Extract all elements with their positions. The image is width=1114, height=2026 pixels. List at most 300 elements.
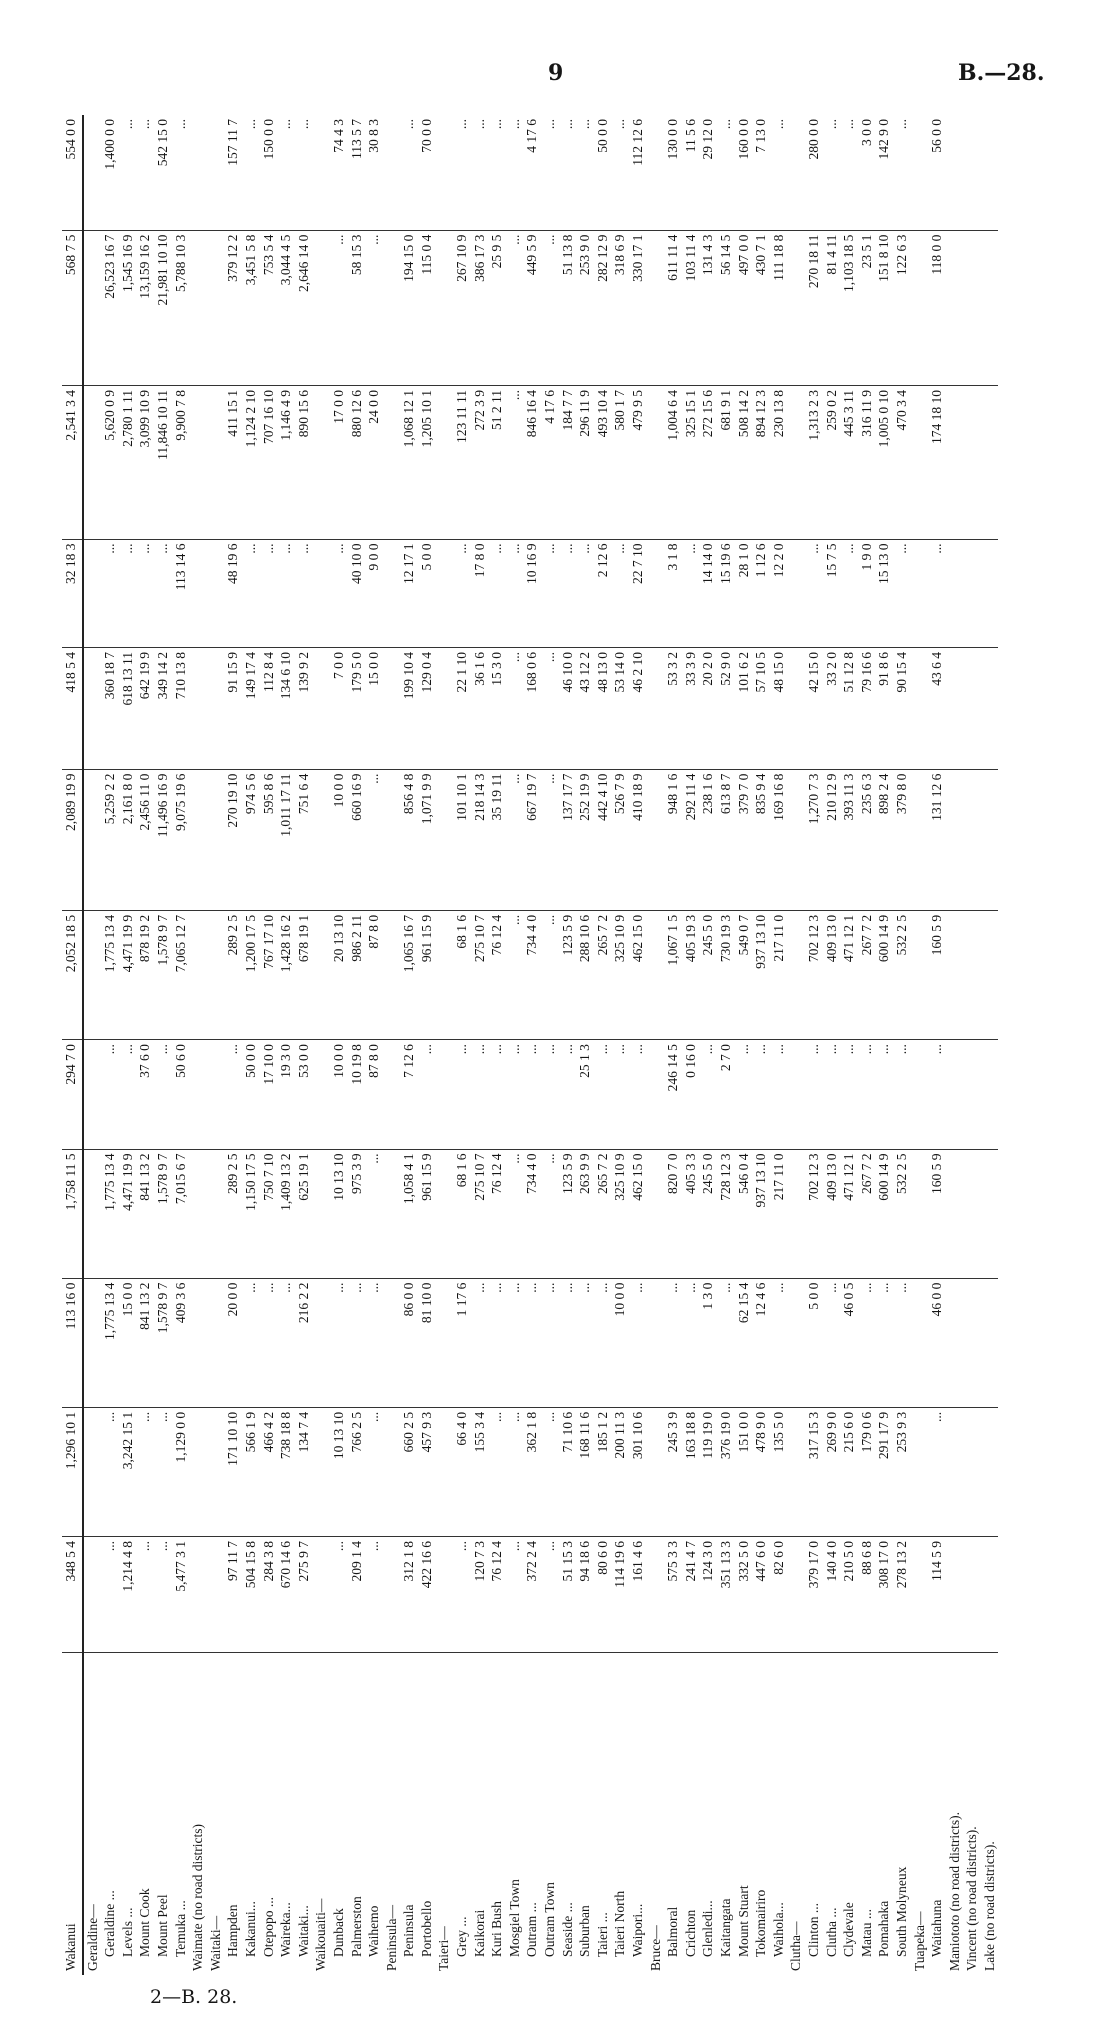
amount-cell (946, 647, 964, 769)
amount-cell: 56 14 5 (717, 230, 735, 385)
amount-cell: ... (453, 115, 471, 230)
amount-cell: ... (101, 1040, 119, 1149)
amount-cell: 131 12 6 (928, 769, 946, 910)
amount-cell: 48 19 6 (224, 539, 242, 647)
amount-cell: ... (348, 1278, 366, 1407)
amount-cell: 33 3 9 (682, 647, 700, 769)
amount-cell: ... (453, 1040, 471, 1149)
amount-cell: 471 12 1 (840, 1149, 858, 1278)
amount-cell: ... (295, 539, 313, 647)
table-row (858, 115, 876, 1975)
amount-cell: 168 11 6 (576, 1407, 594, 1536)
district-name: Seaside ... (559, 1902, 575, 1957)
amount-cell (189, 1149, 207, 1278)
amount-cell (83, 386, 102, 539)
amount-cell (207, 230, 225, 385)
amount-cell: 296 11 9 (576, 386, 594, 539)
amount-cell: 312 1 8 (400, 1536, 418, 1652)
amount-cell: 169 16 8 (770, 769, 788, 910)
amount-cell: 25 9 5 (488, 230, 506, 385)
table-row (523, 115, 541, 1975)
table-row (119, 115, 137, 1975)
amount-cell (383, 769, 401, 910)
amount-cell: 738 18 8 (277, 1407, 295, 1536)
amount-cell: 3,242 15 1 (119, 1407, 137, 1536)
amount-cell: ... (840, 539, 858, 647)
amount-cell: 23 5 1 (858, 230, 876, 385)
page-number: 9 (548, 60, 564, 86)
amount-cell: 37 6 0 (136, 1040, 154, 1149)
amount-cell: 318 6 9 (611, 230, 629, 385)
amount-cell: 115 0 4 (418, 230, 436, 385)
table-row (647, 115, 665, 1975)
amount-cell: 961 15 9 (418, 1149, 436, 1278)
table-row (928, 115, 946, 1975)
amount-cell: 270 18 11 (805, 230, 823, 385)
amount-cell: 267 7 2 (858, 910, 876, 1039)
amount-cell: 409 13 0 (823, 910, 841, 1039)
amount-cell: 120 7 3 (471, 1536, 489, 1652)
table-row (664, 115, 682, 1975)
amount-cell (946, 230, 964, 385)
amount-cell (383, 1149, 401, 1278)
amount-cell: ... (242, 539, 260, 647)
amount-cell (383, 386, 401, 539)
amount-cell: 272 3 9 (471, 386, 489, 539)
amount-cell (383, 230, 401, 385)
district-name: Peninsula— (383, 1905, 399, 1971)
amount-cell: 5 0 0 (418, 539, 436, 647)
amount-cell: 113 5 7 (348, 115, 366, 230)
amount-cell: 253 9 3 (893, 1407, 911, 1536)
amount-cell: ... (365, 1536, 383, 1652)
amount-cell: 1,205 10 1 (418, 386, 436, 539)
amount-cell: 317 15 3 (805, 1407, 823, 1536)
amount-cell (189, 1040, 207, 1149)
amount-cell: 160 5 9 (928, 910, 946, 1039)
amount-cell (946, 1149, 964, 1278)
amount-cell: 269 9 0 (823, 1407, 841, 1536)
financial-table (62, 115, 998, 1975)
amount-cell: ... (823, 1278, 841, 1407)
amount-cell: 1 12 6 (752, 539, 770, 647)
amount-cell (981, 1040, 999, 1149)
table-row (242, 115, 260, 1975)
amount-cell: 532 2 5 (893, 1149, 911, 1278)
amount-cell: 15 0 0 (119, 1278, 137, 1407)
amount-cell: 5 0 0 (805, 1278, 823, 1407)
amount-cell: 259 0 2 (823, 386, 841, 539)
amount-cell: 51 12 8 (840, 647, 858, 769)
amount-cell: 74 4 3 (330, 115, 348, 230)
amount-cell: 707 16 10 (260, 386, 278, 539)
amount-cell (83, 1149, 102, 1278)
amount-cell (981, 386, 999, 539)
amount-cell (647, 1407, 665, 1536)
amount-cell: 111 18 8 (770, 230, 788, 385)
amount-cell: ... (506, 769, 524, 910)
amount-cell: 48 15 0 (770, 647, 788, 769)
amount-cell: 7 0 0 (330, 647, 348, 769)
amount-cell: 325 10 9 (611, 910, 629, 1039)
amount-cell: 71 10 6 (559, 1407, 577, 1536)
amount-cell: 66 4 0 (453, 1407, 471, 1536)
amount-cell (946, 910, 964, 1039)
table-row (207, 115, 225, 1975)
amount-cell: 14 14 0 (699, 539, 717, 647)
amount-cell: 3,451 5 8 (242, 230, 260, 385)
amount-cell: 702 12 3 (805, 1149, 823, 1278)
district-name: Waireka... (278, 1902, 294, 1957)
amount-cell: ... (136, 115, 154, 230)
amount-cell: ... (893, 1040, 911, 1149)
amount-cell: 68 1 6 (453, 910, 471, 1039)
table-row (224, 115, 242, 1975)
amount-cell: 50 0 0 (242, 1040, 260, 1149)
amount-cell: 600 14 9 (875, 910, 893, 1039)
table-row (981, 115, 999, 1975)
amount-cell: 681 9 1 (717, 386, 735, 539)
amount-cell (981, 647, 999, 769)
amount-cell (981, 1407, 999, 1536)
amount-cell: 301 10 6 (629, 1407, 647, 1536)
amount-cell: 5,788 10 3 (172, 230, 190, 385)
amount-cell: 24 0 0 (365, 386, 383, 539)
amount-cell (383, 539, 401, 647)
amount-cell (383, 115, 401, 230)
amount-cell: 245 5 0 (699, 1149, 717, 1278)
table-row (787, 115, 805, 1975)
district-name: Kaitangata (717, 1898, 733, 1957)
amount-cell: 1 9 0 (858, 539, 876, 647)
amount-cell: ... (682, 539, 700, 647)
amount-cell (312, 115, 330, 230)
district-name: Geraldine— (84, 1904, 100, 1971)
amount-cell (435, 1278, 453, 1407)
table-row (172, 115, 190, 1975)
district-name: Waimate (no road districts) (190, 1824, 206, 1971)
amount-cell: ... (172, 115, 190, 230)
amount-cell: ... (400, 115, 418, 230)
amount-cell: 1,068 12 1 (400, 386, 418, 539)
table-row (840, 115, 858, 1975)
amount-cell (981, 769, 999, 910)
amount-cell: 130 0 0 (664, 115, 682, 230)
amount-cell: 29 12 0 (699, 115, 717, 230)
amount-cell (312, 230, 330, 385)
amount-cell (981, 1536, 999, 1652)
amount-cell: 660 16 9 (348, 769, 366, 910)
amount-cell: 51 13 8 (559, 230, 577, 385)
district-name: Mosgiel Town (506, 1879, 522, 1957)
amount-cell (435, 769, 453, 910)
amount-cell (435, 647, 453, 769)
amount-cell: ... (295, 115, 313, 230)
amount-cell: 151 0 0 (735, 1407, 753, 1536)
amount-cell: 22 7 10 (629, 539, 647, 647)
amount-cell: ... (823, 115, 841, 230)
amount-cell: 245 5 0 (699, 910, 717, 1039)
amount-cell (911, 769, 929, 910)
amount-cell: 184 7 7 (559, 386, 577, 539)
amount-cell (787, 1278, 805, 1407)
amount-cell: 272 15 6 (699, 386, 717, 539)
amount-cell: 149 17 4 (242, 647, 260, 769)
amount-cell: 62 15 4 (735, 1278, 753, 1407)
amount-cell: ... (119, 115, 137, 230)
amount-cell: 2,646 14 0 (295, 230, 313, 385)
amount-cell: 728 12 3 (717, 1149, 735, 1278)
amount-cell: 140 4 0 (823, 1536, 841, 1652)
amount-cell: 1 3 0 (699, 1278, 717, 1407)
amount-cell: 611 11 4 (664, 230, 682, 385)
amount-cell: 35 19 11 (488, 769, 506, 910)
amount-cell: ... (541, 539, 559, 647)
amount-cell: ... (699, 1040, 717, 1149)
amount-cell: 53 3 2 (664, 647, 682, 769)
table-row (699, 115, 717, 1975)
table-row (62, 115, 83, 1975)
district-name: Clutha ... (823, 1907, 839, 1957)
amount-cell: 1,103 18 5 (840, 230, 858, 385)
amount-cell: 937 13 10 (752, 910, 770, 1039)
amount-cell: 986 2 11 (348, 910, 366, 1039)
amount-cell: ... (330, 1278, 348, 1407)
amount-cell: 246 14 5 (664, 1040, 682, 1149)
amount-cell: 168 0 6 (523, 647, 541, 769)
amount-cell (207, 1040, 225, 1149)
amount-cell: 820 7 0 (664, 1149, 682, 1278)
amount-cell: 835 9 4 (752, 769, 770, 910)
amount-cell: ... (488, 1407, 506, 1536)
amount-cell: 160 5 9 (928, 1149, 946, 1278)
amount-cell: 678 19 1 (295, 910, 313, 1039)
amount-cell: ... (506, 1407, 524, 1536)
amount-cell: 479 9 5 (629, 386, 647, 539)
amount-cell: 10 0 0 (611, 1278, 629, 1407)
amount-cell: 4,471 19 9 (119, 1149, 137, 1278)
amount-cell: 76 12 4 (488, 910, 506, 1039)
table-row (629, 115, 647, 1975)
amount-cell (963, 230, 981, 385)
amount-cell: ... (471, 1040, 489, 1149)
amount-cell: 546 0 4 (735, 1149, 753, 1278)
district-name: Tokomairiro (753, 1889, 769, 1957)
amount-cell: 76 12 4 (488, 1149, 506, 1278)
amount-cell: 15 19 6 (717, 539, 735, 647)
amount-cell: 405 19 3 (682, 910, 700, 1039)
amount-cell: 447 6 0 (752, 1536, 770, 1652)
amount-cell: 1,313 2 3 (805, 386, 823, 539)
amount-cell: ... (365, 1407, 383, 1536)
amount-cell (312, 910, 330, 1039)
amount-cell: ... (365, 769, 383, 910)
amount-cell: 238 1 6 (699, 769, 717, 910)
table-row (611, 115, 629, 1975)
amount-cell: 217 11 0 (770, 1149, 788, 1278)
district-name: Mount Stuart (735, 1885, 751, 1957)
amount-cell: ... (611, 1040, 629, 1149)
amount-cell: 1,011 17 11 (277, 769, 295, 910)
table-body (62, 115, 998, 1975)
amount-cell: ... (664, 1278, 682, 1407)
amount-cell: ... (365, 1278, 383, 1407)
amount-cell: 325 10 9 (611, 1149, 629, 1278)
amount-cell (981, 1149, 999, 1278)
table-row (312, 115, 330, 1975)
amount-cell: 846 16 4 (523, 386, 541, 539)
amount-cell: 81 10 0 (418, 1278, 436, 1407)
amount-cell: 316 11 9 (858, 386, 876, 539)
amount-cell: 139 9 2 (295, 647, 313, 769)
table-row (83, 115, 102, 1975)
amount-cell: 10 0 0 (330, 769, 348, 910)
amount-cell: 275 10 7 (471, 1149, 489, 1278)
amount-cell (435, 539, 453, 647)
amount-cell: 185 1 2 (594, 1407, 612, 1536)
amount-cell: 1,578 9 7 (154, 1149, 172, 1278)
district-name: Otepopo ... (260, 1897, 276, 1957)
amount-cell: 42 15 0 (805, 647, 823, 769)
amount-cell: ... (875, 1040, 893, 1149)
amount-cell (383, 1407, 401, 1536)
amount-cell: 7 12 6 (400, 1040, 418, 1149)
amount-cell: 7,065 12 7 (172, 910, 190, 1039)
amount-cell: 1,296 10 1 (62, 1407, 83, 1536)
table-row (277, 115, 295, 1975)
district-name: Waitaki... (295, 1905, 311, 1957)
amount-cell (207, 1536, 225, 1652)
amount-cell (189, 539, 207, 647)
amount-cell: ... (893, 539, 911, 647)
amount-cell: 376 19 0 (717, 1407, 735, 1536)
district-name: Mount Peel (154, 1894, 170, 1957)
amount-cell: 216 2 2 (295, 1278, 313, 1407)
table-row (823, 115, 841, 1975)
amount-cell: 280 0 0 (805, 115, 823, 230)
amount-cell: 7 13 0 (752, 115, 770, 230)
amount-cell: 194 15 0 (400, 230, 418, 385)
amount-cell (963, 910, 981, 1039)
amount-cell: ... (559, 115, 577, 230)
amount-cell (963, 1278, 981, 1407)
report-reference: B.—28. (958, 60, 1045, 86)
amount-cell: ... (541, 1278, 559, 1407)
amount-cell: 532 2 5 (893, 910, 911, 1039)
amount-cell: 10 16 9 (523, 539, 541, 647)
amount-cell (83, 1536, 102, 1652)
amount-cell: ... (101, 1536, 119, 1652)
amount-cell: 3,099 10 9 (136, 386, 154, 539)
amount-cell (207, 647, 225, 769)
amount-cell: 878 19 2 (136, 910, 154, 1039)
amount-cell (312, 1040, 330, 1149)
amount-cell: ... (506, 1149, 524, 1278)
amount-cell (647, 1278, 665, 1407)
amount-cell: 253 9 0 (576, 230, 594, 385)
amount-cell: 1,428 16 2 (277, 910, 295, 1039)
district-name: Suburban (577, 1905, 593, 1957)
district-name: Temuka ... (172, 1900, 188, 1957)
district-name: Outram Town (542, 1882, 558, 1957)
amount-cell: 230 13 8 (770, 386, 788, 539)
amount-cell: 841 13 2 (136, 1149, 154, 1278)
amount-cell: 348 5 4 (62, 1536, 83, 1652)
amount-cell: 263 9 9 (576, 1149, 594, 1278)
amount-cell: 10 13 10 (330, 1149, 348, 1278)
amount-cell: ... (506, 910, 524, 1039)
district-name: Vincent (no road districts). (964, 1826, 980, 1971)
amount-cell: 289 2 5 (224, 910, 242, 1039)
amount-cell: 710 13 8 (172, 647, 190, 769)
amount-cell (647, 910, 665, 1039)
amount-cell: ... (506, 1040, 524, 1149)
amount-cell: 20 0 0 (224, 1278, 242, 1407)
district-name: Kaikorai (471, 1909, 487, 1957)
amount-cell: ... (541, 1040, 559, 1149)
amount-cell: 566 1 9 (242, 1407, 260, 1536)
table-row (365, 115, 383, 1975)
amount-cell (312, 1407, 330, 1536)
amount-cell: 134 7 4 (295, 1407, 313, 1536)
amount-cell: 48 13 0 (594, 647, 612, 769)
amount-cell: 118 0 0 (928, 230, 946, 385)
amount-cell: 894 12 3 (752, 386, 770, 539)
amount-cell (647, 115, 665, 230)
amount-cell: 2,456 11 0 (136, 769, 154, 910)
amount-cell: 360 18 7 (101, 647, 119, 769)
amount-cell (435, 115, 453, 230)
amount-cell: 1,058 4 1 (400, 1149, 418, 1278)
district-name: Matau ... (858, 1909, 874, 1957)
amount-cell: 504 15 8 (242, 1536, 260, 1652)
amount-cell: ... (260, 539, 278, 647)
amount-cell: ... (365, 230, 383, 385)
amount-cell: 457 9 3 (418, 1407, 436, 1536)
district-name: Waihemo (366, 1905, 382, 1957)
amount-cell: ... (101, 1407, 119, 1536)
amount-cell: 209 1 4 (348, 1536, 366, 1652)
amount-cell: ... (453, 1536, 471, 1652)
amount-cell: ... (770, 1040, 788, 1149)
amount-cell: ... (242, 115, 260, 230)
amount-cell: 40 10 0 (348, 539, 366, 647)
amount-cell: 478 9 0 (752, 1407, 770, 1536)
amount-cell: 1,071 9 9 (418, 769, 436, 910)
amount-cell (189, 769, 207, 910)
amount-cell: 284 3 8 (260, 1536, 278, 1652)
amount-cell (207, 769, 225, 910)
district-name: Peninsula (401, 1904, 417, 1957)
amount-cell: 11,846 10 11 (154, 386, 172, 539)
amount-cell (312, 386, 330, 539)
table-row (752, 115, 770, 1975)
amount-cell: 11,496 16 9 (154, 769, 172, 910)
amount-cell: 122 6 3 (893, 230, 911, 385)
amount-cell (981, 115, 999, 230)
amount-cell (83, 539, 102, 647)
amount-cell: 265 7 2 (594, 1149, 612, 1278)
amount-cell: 410 18 9 (629, 769, 647, 910)
amount-cell: 13,159 16 2 (136, 230, 154, 385)
amount-cell: 445 3 11 (840, 386, 858, 539)
amount-cell: 150 0 0 (260, 115, 278, 230)
amount-cell: 9 0 0 (365, 539, 383, 647)
amount-cell (787, 230, 805, 385)
amount-cell (435, 910, 453, 1039)
amount-cell: 880 12 6 (348, 386, 366, 539)
amount-cell (83, 910, 102, 1039)
